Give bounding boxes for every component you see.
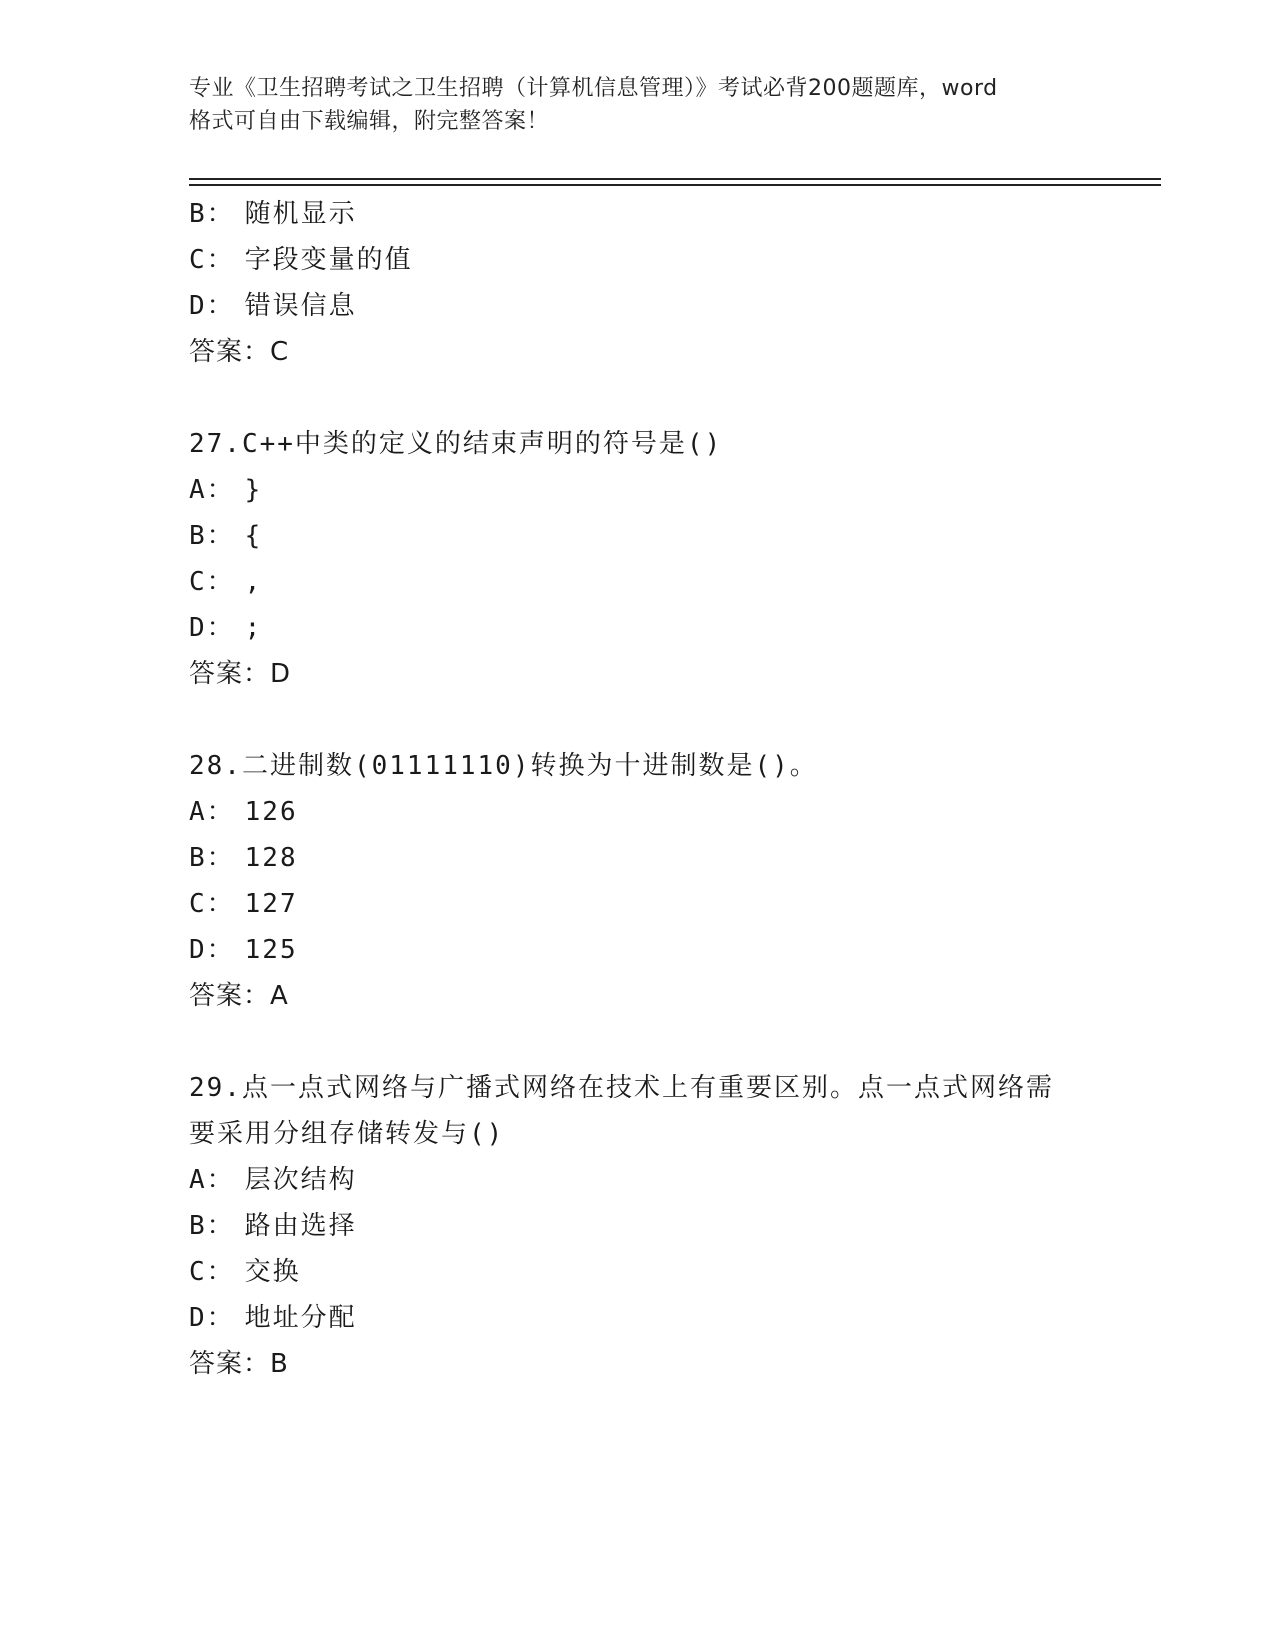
option-key: D： <box>189 613 235 643</box>
option-key: D： <box>189 1303 235 1333</box>
option-text: 地址分配 <box>244 1303 357 1333</box>
answer-line: 答案：D <box>189 659 292 689</box>
option-key: B： <box>189 843 235 873</box>
option-d <box>189 927 1089 973</box>
header-line-1: 专业《卫生招聘考试之卫生招聘（计算机信息管理）》考试必背200题题库，word <box>189 76 998 101</box>
header-rule-top <box>189 178 1161 180</box>
option-text: 随机显示 <box>244 199 357 229</box>
option-d <box>189 605 1089 651</box>
option-key: A： <box>189 797 235 827</box>
option-key: C： <box>189 1257 235 1287</box>
option-d <box>189 283 1089 329</box>
question-29 <box>189 1065 1089 1387</box>
option-a <box>189 467 1089 513</box>
option-text: 126 <box>244 797 298 827</box>
option-text: 字段变量的值 <box>244 245 413 275</box>
option-text: 层次结构 <box>244 1165 357 1195</box>
question-stem: 29.点一点式网络与广播式网络在技术上有重要区别。点一点式网络需要采用分组存储转发与() <box>189 1073 1054 1149</box>
option-text: 127 <box>244 889 298 919</box>
question-27 <box>189 421 1089 697</box>
option-key: B： <box>189 521 235 551</box>
answer-line: 答案：C <box>189 337 290 367</box>
header-line-2: 格式可自由下载编辑，附完整答案！ <box>189 109 550 134</box>
option-text: 128 <box>244 843 298 873</box>
option-text: ; <box>244 613 263 643</box>
option-c <box>189 881 1089 927</box>
option-b <box>189 513 1089 559</box>
option-b <box>189 835 1089 881</box>
option-text: , <box>244 567 263 597</box>
header-rule-bottom <box>189 184 1161 186</box>
option-key: A： <box>189 1165 235 1195</box>
option-a <box>189 789 1089 835</box>
option-b <box>189 1203 1089 1249</box>
option-key: A： <box>189 475 235 505</box>
option-key: C： <box>189 567 235 597</box>
option-c <box>189 237 1089 283</box>
option-c <box>189 1249 1089 1295</box>
option-a <box>189 1157 1089 1203</box>
question-list <box>189 191 1089 1387</box>
document-header <box>189 72 1089 138</box>
question-28 <box>189 743 1089 1019</box>
option-key: B： <box>189 199 235 229</box>
option-key: D： <box>189 935 235 965</box>
question-26-continued <box>189 191 1089 375</box>
option-b <box>189 191 1089 237</box>
answer-line: 答案：A <box>189 981 289 1011</box>
option-c <box>189 559 1089 605</box>
option-text: 交换 <box>244 1257 301 1287</box>
option-text: 错误信息 <box>244 291 357 321</box>
option-text: 125 <box>244 935 298 965</box>
question-stem: 27.C++中类的定义的结束声明的符号是() <box>189 429 723 459</box>
option-text: 路由选择 <box>244 1211 357 1241</box>
answer-line: 答案：B <box>189 1349 289 1379</box>
option-text: { <box>244 521 263 551</box>
option-key: C： <box>189 245 235 275</box>
option-d <box>189 1295 1089 1341</box>
option-key: B： <box>189 1211 235 1241</box>
option-key: C： <box>189 889 235 919</box>
option-key: D： <box>189 291 235 321</box>
question-stem: 28.二进制数(01111110)转换为十进制数是()。 <box>189 751 818 781</box>
option-text: } <box>244 475 263 505</box>
